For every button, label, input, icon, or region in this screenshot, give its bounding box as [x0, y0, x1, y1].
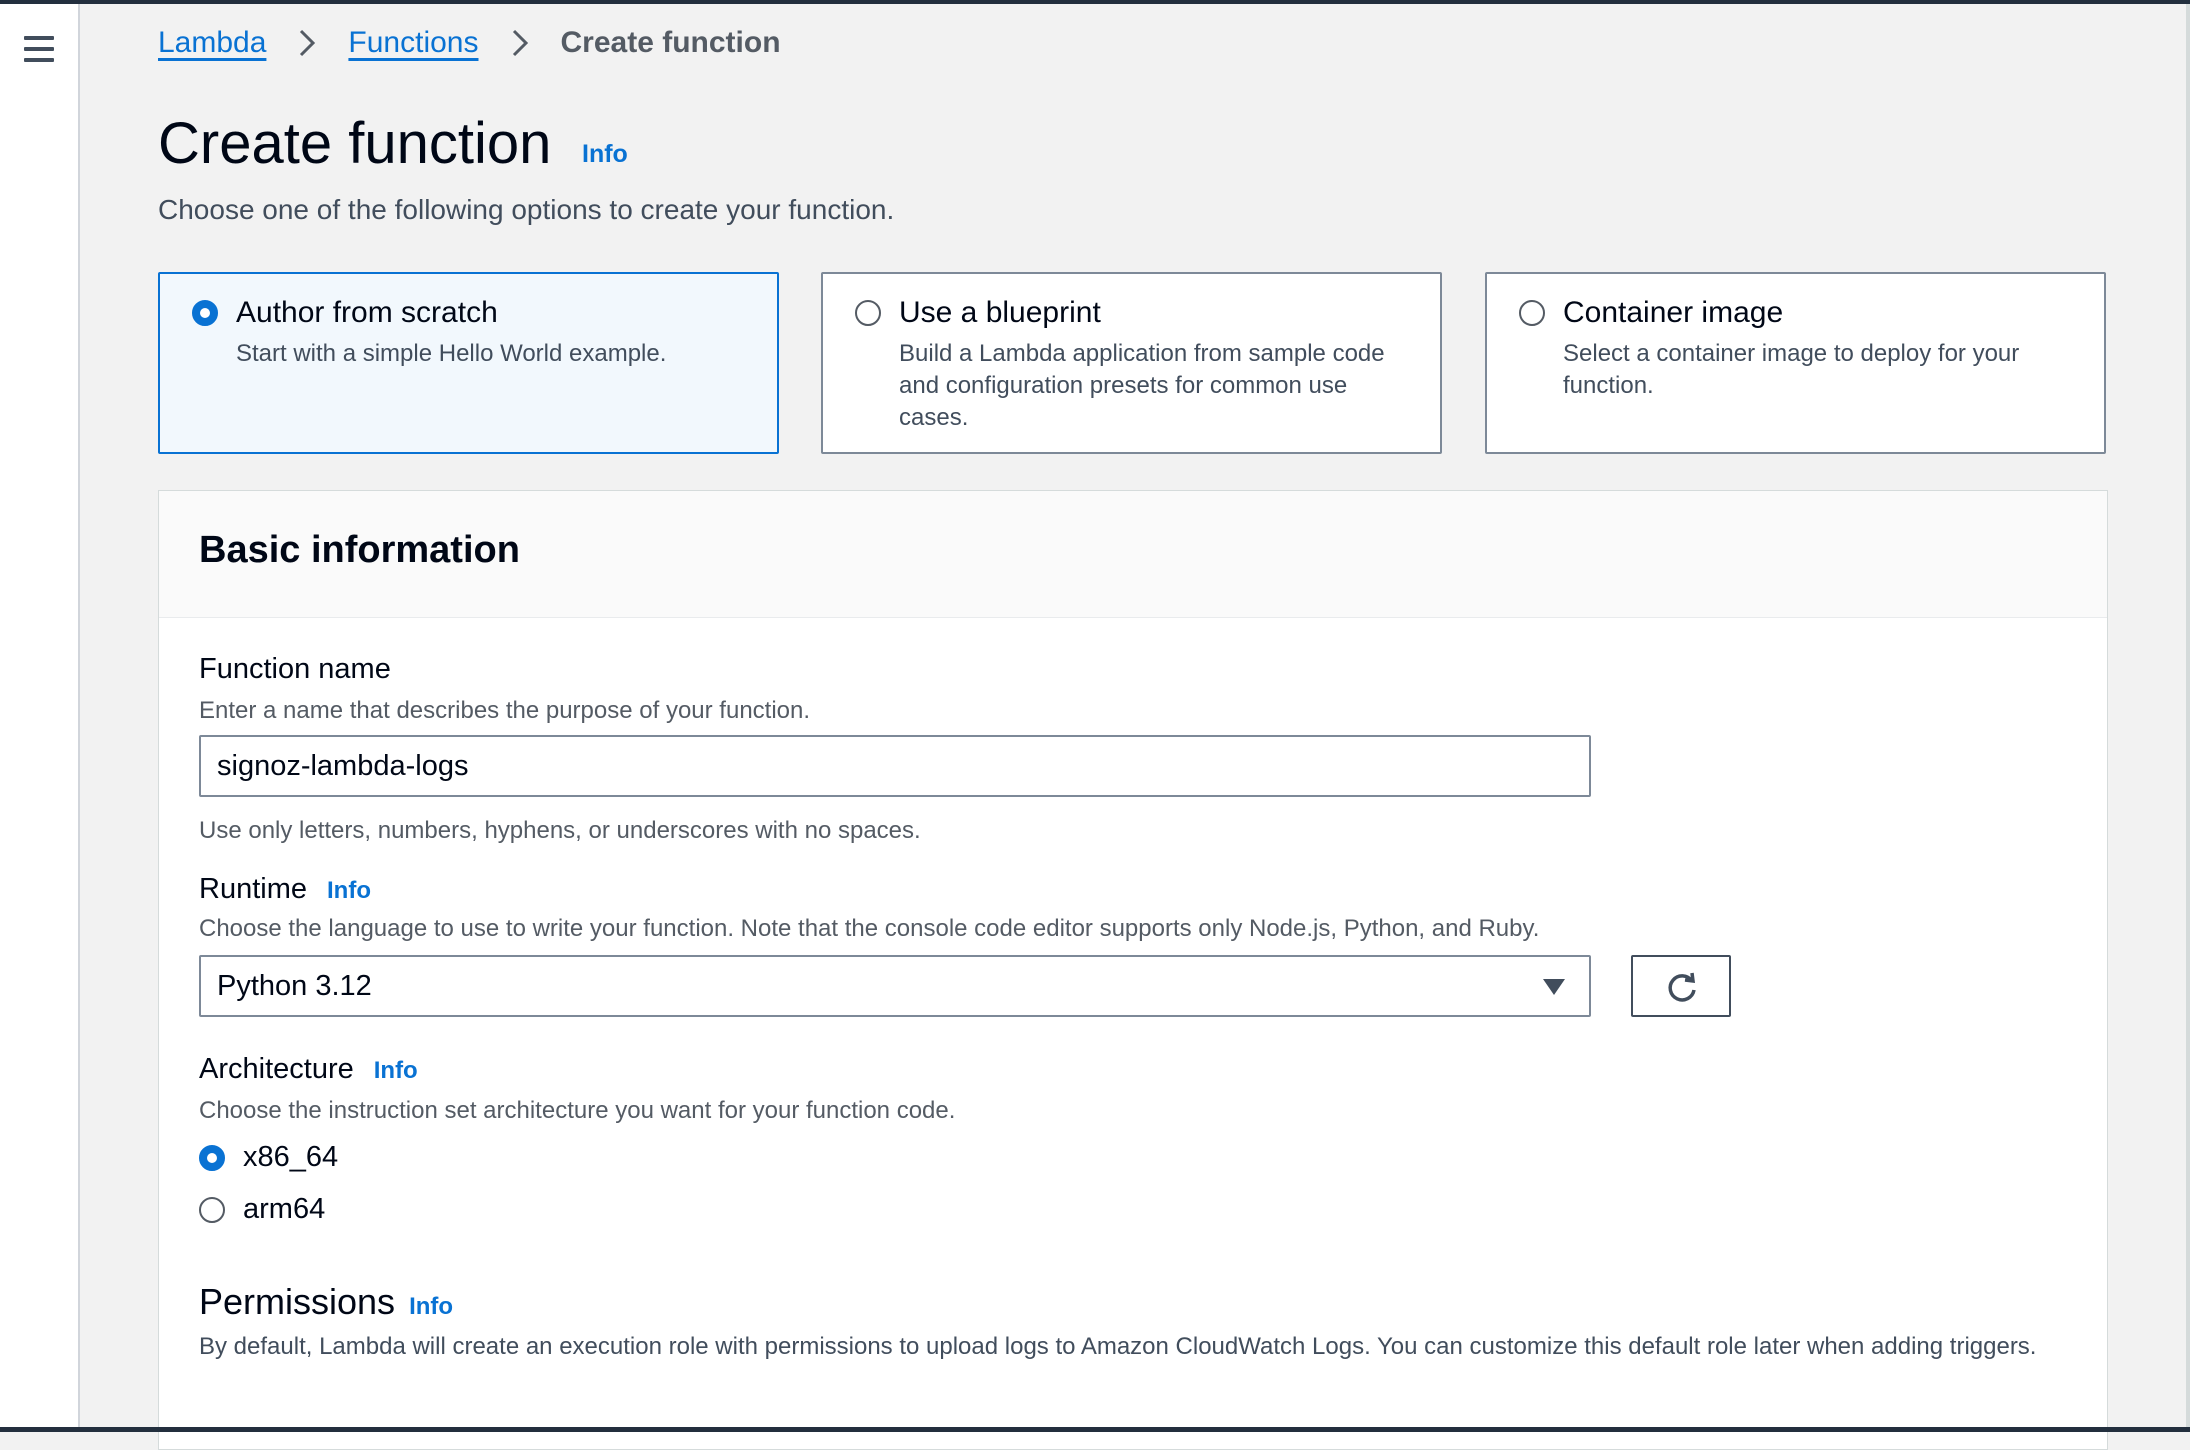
architecture-label: Architecture — [199, 1053, 354, 1085]
architecture-label-row — [199, 1053, 418, 1086]
top-border — [0, 0, 2190, 4]
runtime-label: Runtime — [199, 873, 307, 905]
function-name-input[interactable] — [199, 735, 1591, 797]
function-name-constraint: Use only letters, numbers, hyphens, or underscores with no spaces. — [199, 817, 921, 844]
radio-x86-64[interactable] — [199, 1145, 225, 1171]
breadcrumb — [158, 26, 781, 60]
option-description: Build a Lambda application from sample code and configuration presets for common use cases. — [899, 340, 1385, 431]
hamburger-menu-icon[interactable] — [24, 36, 54, 62]
runtime-label-row — [199, 873, 371, 906]
permissions-info-link[interactable]: Info — [409, 1293, 454, 1320]
runtime-description: Choose the language to use to write your function. Note that the console code editor supports only Node.js, Python, and Ruby. — [199, 915, 1540, 942]
option-title: Use a blueprint — [899, 296, 1101, 329]
option-title: Container image — [1563, 296, 1784, 329]
bottom-border — [0, 1427, 2190, 1432]
option-container-image[interactable] — [1485, 272, 2106, 454]
breadcrumb-functions[interactable]: Functions — [348, 26, 479, 59]
panel-header — [159, 491, 2107, 618]
basic-information-panel — [158, 490, 2108, 1450]
permissions-title: Permissions — [199, 1281, 396, 1322]
refresh-runtime-button[interactable] — [1631, 955, 1731, 1017]
page-description: Choose one of the following options to create your function. — [158, 194, 895, 225]
panel-title: Basic information — [199, 529, 520, 571]
architecture-option-label: x86_64 — [243, 1141, 339, 1173]
breadcrumb-current: Create function — [560, 26, 781, 59]
option-use-a-blueprint[interactable] — [821, 272, 1442, 454]
breadcrumb-lambda[interactable]: Lambda — [158, 26, 267, 59]
architecture-option-x86-64[interactable] — [199, 1141, 338, 1174]
runtime-info-link[interactable]: Info — [327, 877, 371, 904]
runtime-selected-value: Python 3.12 — [217, 970, 372, 1002]
radio-arm64[interactable] — [199, 1197, 225, 1223]
permissions-heading-row — [199, 1281, 453, 1323]
page-title: Create function — [158, 111, 552, 176]
caret-down-icon — [1543, 979, 1565, 995]
side-navigation-rail — [0, 4, 80, 1427]
title-info-link[interactable]: Info — [582, 140, 628, 168]
radio-use-a-blueprint[interactable] — [855, 300, 881, 326]
option-description: Select a container image to deploy for your function. — [1563, 340, 2020, 399]
radio-author-from-scratch[interactable] — [192, 300, 218, 326]
option-description: Start with a simple Hello World example. — [236, 340, 667, 367]
option-author-from-scratch[interactable] — [158, 272, 779, 454]
permissions-description: By default, Lambda will create an execution role with permissions to upload logs to Amazon CloudWatch Logs. You can customize this default role later when adding triggers. — [199, 1333, 2037, 1360]
chevron-right-icon — [503, 26, 537, 60]
scrollbar-track — [2186, 4, 2190, 1427]
architecture-info-link[interactable]: Info — [373, 1057, 418, 1084]
runtime-select[interactable] — [199, 955, 1591, 1017]
architecture-option-arm64[interactable] — [199, 1193, 325, 1226]
architecture-description: Choose the instruction set architecture you want for your function code. — [199, 1097, 956, 1124]
radio-container-image[interactable] — [1519, 300, 1545, 326]
option-title: Author from scratch — [236, 296, 498, 329]
refresh-icon — [1665, 971, 1699, 1005]
function-name-description: Enter a name that describes the purpose of your function. — [199, 697, 811, 724]
chevron-right-icon — [290, 26, 324, 60]
architecture-option-label: arm64 — [243, 1193, 326, 1225]
function-name-label: Function name — [199, 653, 391, 685]
